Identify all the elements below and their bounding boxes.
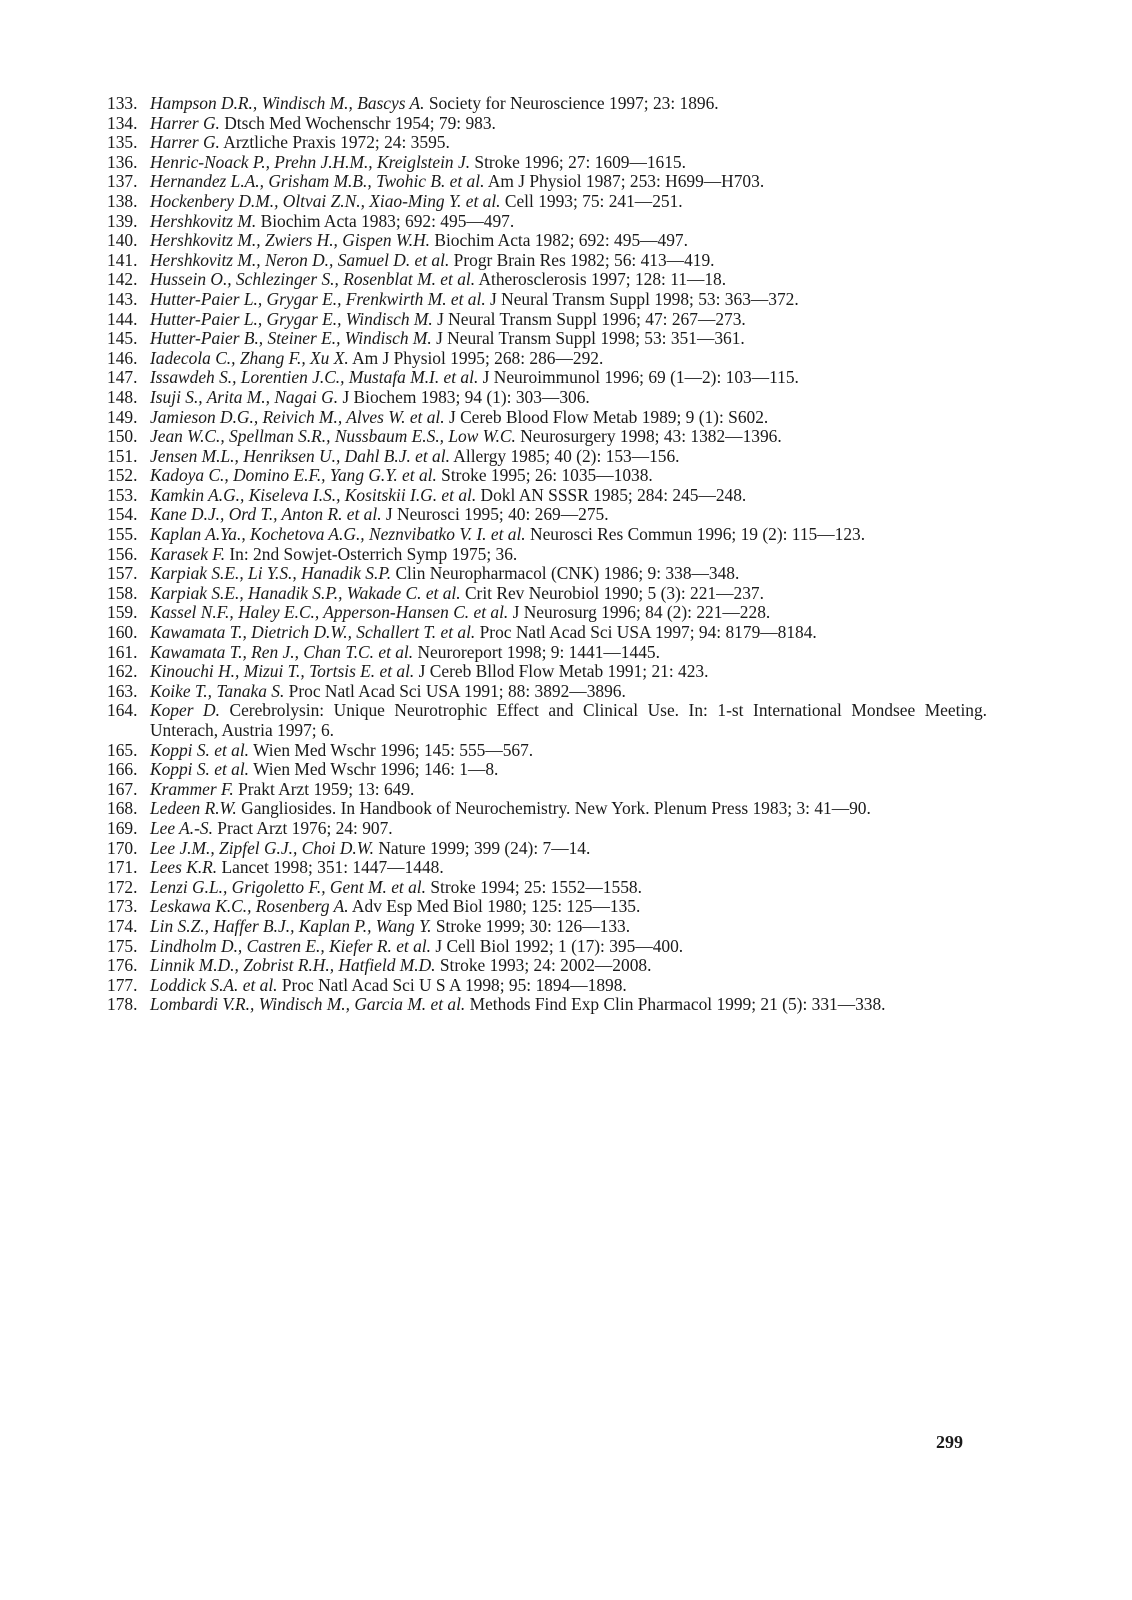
reference-number: 169.: [107, 817, 138, 838]
reference-authors: Koppi S. et al.: [150, 739, 250, 760]
reference-item: [107, 368, 987, 388]
reference-text: [150, 956, 987, 976]
reference-text: [150, 427, 987, 447]
reference-item: [107, 505, 987, 525]
reference-authors: Kassel N.F., Haley E.C., Apperson-Hansen C. et al.: [150, 602, 509, 623]
reference-authors: Hussein O., Schlezinger S., Rosenblat M. et al.: [150, 269, 476, 290]
reference-item: [107, 172, 987, 192]
reference-authors: Harrer G.: [150, 112, 220, 133]
reference-authors: Karpiak S.E., Hanadik S.P., Wakade C. et al.: [150, 582, 461, 603]
reference-number: 175.: [107, 935, 138, 956]
reference-authors: Leskawa K.C., Rosenberg A.: [150, 896, 349, 917]
reference-text: [150, 760, 987, 780]
reference-text: [150, 133, 987, 153]
reference-source: J Cereb Blood Flow Metab 1989; 9 (1): S602.: [444, 406, 769, 427]
reference-authors: Kane D.J., Ord T., Anton R. et al.: [150, 504, 382, 525]
reference-source: Prakt Arzt 1959; 13: 649.: [233, 778, 415, 799]
reference-number: 177.: [107, 974, 138, 995]
reference-number: 135.: [107, 132, 138, 153]
reference-source: Pract Arzt 1976; 24: 907.: [212, 817, 393, 838]
reference-number: 145.: [107, 328, 138, 349]
reference-authors: Lee A.-S.: [150, 817, 213, 838]
reference-item: [107, 897, 987, 917]
reference-source: Stroke 1996; 27: 1609—1615.: [470, 151, 686, 172]
reference-source: Adv Esp Med Biol 1980; 125: 125—135.: [348, 896, 641, 917]
reference-authors: Linnik M.D., Zobrist R.H., Hatfield M.D.: [150, 955, 436, 976]
reference-text: [150, 819, 987, 839]
reference-authors: Hershkovitz M.: [150, 210, 257, 231]
reference-text: [150, 741, 987, 761]
reference-text: [150, 153, 987, 173]
reference-item: [107, 231, 987, 251]
reference-item: [107, 878, 987, 898]
reference-number: 162.: [107, 661, 138, 682]
reference-text: [150, 643, 987, 663]
reference-authors: Hernandez L.A., Grisham M.B., Twohic B. et al.: [150, 171, 485, 192]
reference-number: 160.: [107, 622, 138, 643]
reference-source: Neurosurgery 1998; 43: 1382—1396.: [515, 426, 782, 447]
reference-item: [107, 388, 987, 408]
reference-authors: Hutter-Paier L., Grygar E., Frenkwirth M. et al.: [150, 288, 486, 309]
reference-source: Dtsch Med Wochenschr 1954; 79: 983.: [219, 112, 496, 133]
reference-text: [150, 976, 987, 996]
reference-source: Society for Neuroscience 1997; 23: 1896.: [424, 93, 719, 113]
reference-authors: Hutter-Paier B., Steiner E., Windisch M.: [150, 328, 432, 349]
reference-source: Biochim Acta 1983; 692: 495—497.: [256, 210, 515, 231]
reference-authors: Issawdeh S., Lorentien J.C., Mustafa M.I. et al.: [150, 367, 479, 388]
reference-number: 153.: [107, 484, 138, 505]
reference-authors: Kaplan A.Ya., Kochetova A.G., Neznvibatko V. I. et al.: [150, 524, 526, 545]
reference-text: [150, 114, 987, 134]
reference-source: Allergy 1985; 40 (2): 153—156.: [449, 445, 680, 466]
reference-number: 164.: [107, 700, 138, 721]
reference-number: 137.: [107, 171, 138, 192]
reference-authors: Lin S.Z., Haffer B.J., Kaplan P., Wang Y.: [150, 915, 432, 936]
reference-text: [150, 212, 987, 232]
reference-authors: Lee J.M., Zipfel G.J., Choi D.W.: [150, 837, 374, 858]
reference-number: 136.: [107, 151, 138, 172]
reference-source: Wien Med Wschr 1996; 146: 1—8.: [249, 759, 499, 780]
reference-authors: Koike T., Tanaka S.: [150, 680, 285, 701]
reference-text: [150, 192, 987, 212]
reference-text: [150, 623, 987, 643]
reference-number: 142.: [107, 269, 138, 290]
reference-item: [107, 780, 987, 800]
reference-text: [150, 172, 987, 192]
reference-text: [150, 545, 987, 565]
reference-item: [107, 956, 987, 976]
reference-source: Arztliche Praxis 1972; 24: 3595.: [219, 132, 450, 153]
reference-item: [107, 349, 987, 369]
reference-item: [107, 545, 987, 565]
reference-source: Methods Find Exp Clin Pharmacol 1999; 21 (5): 331—338.: [465, 994, 886, 1015]
reference-number: 138.: [107, 190, 138, 211]
reference-text: [150, 447, 987, 467]
reference-text: [150, 310, 987, 330]
reference-item: [107, 153, 987, 173]
reference-number: 150.: [107, 426, 138, 447]
reference-authors: Karasek F.: [150, 543, 226, 564]
reference-authors: Hershkovitz M., Zwiers H., Gispen W.H.: [150, 230, 431, 251]
reference-source: Cell 1993; 75: 241—251.: [500, 190, 683, 211]
reference-number: 159.: [107, 602, 138, 623]
reference-source: Proc Natl Acad Sci USA 1997; 94: 8179—8184.: [475, 622, 817, 643]
reference-item: [107, 937, 987, 957]
reference-number: 170.: [107, 837, 138, 858]
reference-item: [107, 466, 987, 486]
reference-text: [150, 231, 987, 251]
reference-authors: Krammer F.: [150, 778, 234, 799]
reference-item: [107, 976, 987, 996]
reference-authors: Koppi S. et al.: [150, 759, 250, 780]
reference-text: [150, 329, 987, 349]
reference-source: J Neural Transm Suppl 1998; 53: 351—361.: [431, 328, 745, 349]
reference-number: 176.: [107, 955, 138, 976]
reference-text: [150, 780, 987, 800]
reference-item: [107, 94, 987, 114]
reference-source: J Neuroimmunol 1996; 69 (1—2): 103—115.: [478, 367, 799, 388]
reference-item: [107, 682, 987, 702]
reference-authors: Isuji S., Arita M., Nagai G.: [150, 386, 339, 407]
reference-text: [150, 897, 987, 917]
reference-source: Nature 1999; 399 (24): 7—14.: [373, 837, 591, 858]
reference-number: 134.: [107, 112, 138, 133]
reference-item: [107, 192, 987, 212]
reference-item: [107, 858, 987, 878]
reference-text: [150, 290, 987, 310]
reference-number: 174.: [107, 915, 138, 936]
reference-number: 167.: [107, 778, 138, 799]
reference-number: 171.: [107, 857, 138, 878]
reference-item: [107, 603, 987, 623]
reference-source: J Neural Transm Suppl 1996; 47: 267—273.: [432, 308, 746, 329]
reference-text: [150, 878, 987, 898]
reference-authors: Lombardi V.R., Windisch M., Garcia M. et al.: [150, 994, 466, 1015]
reference-authors: Ledeen R.W.: [150, 798, 237, 819]
reference-source: Stroke 1999; 30: 126—133.: [431, 915, 631, 936]
reference-source: Clin Neuropharmacol (CNK) 1986; 9: 338—348.: [391, 563, 740, 584]
reference-source: J Biochem 1983; 94 (1): 303—306.: [338, 386, 590, 407]
reference-number: 165.: [107, 739, 138, 760]
reference-item: [107, 643, 987, 663]
reference-text: [150, 839, 987, 859]
reference-text: [150, 799, 987, 819]
reference-authors: Kinouchi H., Mizui T., Tortsis E. et al.: [150, 661, 415, 682]
reference-number: 144.: [107, 308, 138, 329]
reference-item: [107, 270, 987, 290]
reference-source: J Cereb Bllod Flow Metab 1991; 21: 423.: [414, 661, 709, 682]
reference-authors: Lindholm D., Castren E., Kiefer R. et al.: [150, 935, 431, 956]
reference-source: Gangliosides. In Handbook of Neurochemistry. New York. Plenum Press 1983; 3: 41—90.: [236, 798, 871, 819]
reference-source: Wien Med Wschr 1996; 145: 555—567.: [249, 739, 534, 760]
reference-source: Stroke 1995; 26: 1035—1038.: [436, 465, 653, 486]
reference-item: [107, 623, 987, 643]
reference-text: [150, 995, 987, 1015]
reference-authors: Iadecola C., Zhang F., Xu X.: [150, 347, 349, 368]
reference-number: 157.: [107, 563, 138, 584]
reference-authors: Hampson D.R., Windisch M., Bascys A.: [150, 93, 425, 113]
reference-item: [107, 741, 987, 761]
reference-source: Dokl AN SSSR 1985; 284: 245—248.: [476, 484, 747, 505]
reference-item: [107, 584, 987, 604]
reference-authors: Kawamata T., Ren J., Chan T.C. et al.: [150, 641, 414, 662]
reference-text: [150, 388, 987, 408]
reference-source: Crit Rev Neurobiol 1990; 5 (3): 221—237.: [460, 582, 764, 603]
reference-number: 172.: [107, 876, 138, 897]
reference-source: Neuroreport 1998; 9: 1441—1445.: [413, 641, 660, 662]
reference-authors: Karpiak S.E., Li Y.S., Hanadik S.P.: [150, 563, 392, 584]
reference-number: 152.: [107, 465, 138, 486]
reference-number: 143.: [107, 288, 138, 309]
reference-item: [107, 799, 987, 819]
reference-item: [107, 251, 987, 271]
reference-number: 161.: [107, 641, 138, 662]
reference-authors: Hutter-Paier L., Grygar E., Windisch M.: [150, 308, 433, 329]
reference-source: J Cell Biol 1992; 1 (17): 395—400.: [430, 935, 684, 956]
reference-source: J Neural Transm Suppl 1998; 53: 363—372.: [485, 288, 799, 309]
reference-item: [107, 760, 987, 780]
reference-number: 154.: [107, 504, 138, 525]
reference-number: 146.: [107, 347, 138, 368]
reference-authors: Jensen M.L., Henriksen U., Dahl B.J. et al.: [150, 445, 450, 466]
reference-source: Stroke 1993; 24: 2002—2008.: [435, 955, 652, 976]
reference-authors: Lenzi G.L., Grigoletto F., Gent M. et al.: [150, 876, 426, 897]
reference-text: [150, 937, 987, 957]
reference-text: [150, 505, 987, 525]
reference-authors: Harrer G.: [150, 132, 220, 153]
reference-authors: Jean W.C., Spellman S.R., Nussbaum E.S., Low W.C.: [150, 426, 516, 447]
reference-text: [150, 525, 987, 545]
reference-item: [107, 212, 987, 232]
reference-authors: Loddick S.A. et al.: [150, 974, 278, 995]
reference-text: [150, 486, 987, 506]
reference-item: [107, 290, 987, 310]
reference-number: 155.: [107, 524, 138, 545]
reference-text: [150, 368, 987, 388]
reference-number: 140.: [107, 230, 138, 251]
reference-source: Proc Natl Acad Sci U S A 1998; 95: 1894—1898.: [277, 974, 627, 995]
reference-text: [150, 682, 987, 702]
reference-source: Am J Physiol 1987; 253: H699—H703.: [484, 171, 765, 192]
reference-number: 158.: [107, 582, 138, 603]
reference-number: 178.: [107, 994, 138, 1015]
reference-source: Atherosclerosis 1997; 128: 11—18.: [475, 269, 727, 290]
reference-source: Progr Brain Res 1982; 56: 413—419.: [449, 249, 715, 270]
reference-item: [107, 701, 987, 740]
page-number: 299: [936, 1432, 963, 1452]
reference-source: Cerebrolysin: Unique Neurotrophic Effect and Clinical Use. In: 1-st International Mondsee Meeting. Unterach, Austria 1997; 6.: [150, 700, 988, 740]
reference-list: [107, 94, 987, 1015]
reference-number: 151.: [107, 445, 138, 466]
reference-authors: Jamieson D.G., Reivich M., Alves W. et al.: [150, 406, 445, 427]
reference-text: [150, 408, 987, 428]
reference-text: [150, 858, 987, 878]
reference-text: [150, 466, 987, 486]
reference-item: [107, 408, 987, 428]
reference-item: [107, 486, 987, 506]
reference-number: 147.: [107, 367, 138, 388]
reference-text: [150, 584, 987, 604]
reference-source: Stroke 1994; 25: 1552—1558.: [426, 876, 642, 897]
reference-authors: Henric-Noack P., Prehn J.H.M., Kreiglstein J.: [150, 151, 471, 172]
reference-number: 163.: [107, 680, 138, 701]
reference-item: [107, 114, 987, 134]
reference-item: [107, 310, 987, 330]
reference-source: J Neurosurg 1996; 84 (2): 221—228.: [508, 602, 771, 623]
reference-source: Proc Natl Acad Sci USA 1991; 88: 3892—3896.: [284, 680, 626, 701]
reference-text: [150, 662, 987, 682]
reference-source: Am J Physiol 1995; 268: 286—292.: [348, 347, 604, 368]
reference-source: J Neurosci 1995; 40: 269—275.: [381, 504, 609, 525]
reference-item: [107, 995, 987, 1015]
reference-number: 139.: [107, 210, 138, 231]
reference-item: [107, 427, 987, 447]
reference-authors: Hershkovitz M., Neron D., Samuel D. et al.: [150, 249, 450, 270]
reference-authors: Koper D.: [150, 700, 220, 721]
reference-text: [150, 701, 987, 740]
reference-item: [107, 447, 987, 467]
reference-item: [107, 564, 987, 584]
reference-item: [107, 662, 987, 682]
reference-number: 149.: [107, 406, 138, 427]
reference-item: [107, 917, 987, 937]
reference-item: [107, 839, 987, 859]
reference-authors: Lees K.R.: [150, 857, 218, 878]
reference-source: Lancet 1998; 351: 1447—1448.: [217, 857, 444, 878]
reference-number: 173.: [107, 896, 138, 917]
reference-number: 156.: [107, 543, 138, 564]
reference-number: 166.: [107, 759, 138, 780]
reference-text: [150, 564, 987, 584]
reference-text: [150, 251, 987, 271]
reference-item: [107, 329, 987, 349]
reference-item: [107, 525, 987, 545]
reference-number: 148.: [107, 386, 138, 407]
reference-text: [150, 270, 987, 290]
reference-authors: Kadoya C., Domino E.F., Yang G.Y. et al.: [150, 465, 437, 486]
reference-text: [150, 603, 987, 623]
reference-number: 133.: [107, 93, 138, 113]
reference-number: 141.: [107, 249, 138, 270]
reference-number: 168.: [107, 798, 138, 819]
reference-text: [150, 917, 987, 937]
reference-authors: Kawamata T., Dietrich D.W., Schallert T. et al.: [150, 622, 476, 643]
reference-source: Biochim Acta 1982; 692: 495—497.: [430, 230, 688, 251]
reference-source: Neurosci Res Commun 1996; 19 (2): 115—123.: [525, 524, 866, 545]
reference-source: In: 2nd Sowjet-Osterrich Symp 1975; 36.: [225, 543, 518, 564]
reference-authors: Kamkin A.G., Kiseleva I.S., Kositskii I.G. et al.: [150, 484, 477, 505]
reference-text: [150, 349, 987, 369]
reference-item: [107, 133, 987, 153]
reference-authors: Hockenbery D.M., Oltvai Z.N., Xiao-Ming Y. et al.: [150, 190, 501, 211]
reference-text: [150, 94, 987, 114]
reference-item: [107, 819, 987, 839]
